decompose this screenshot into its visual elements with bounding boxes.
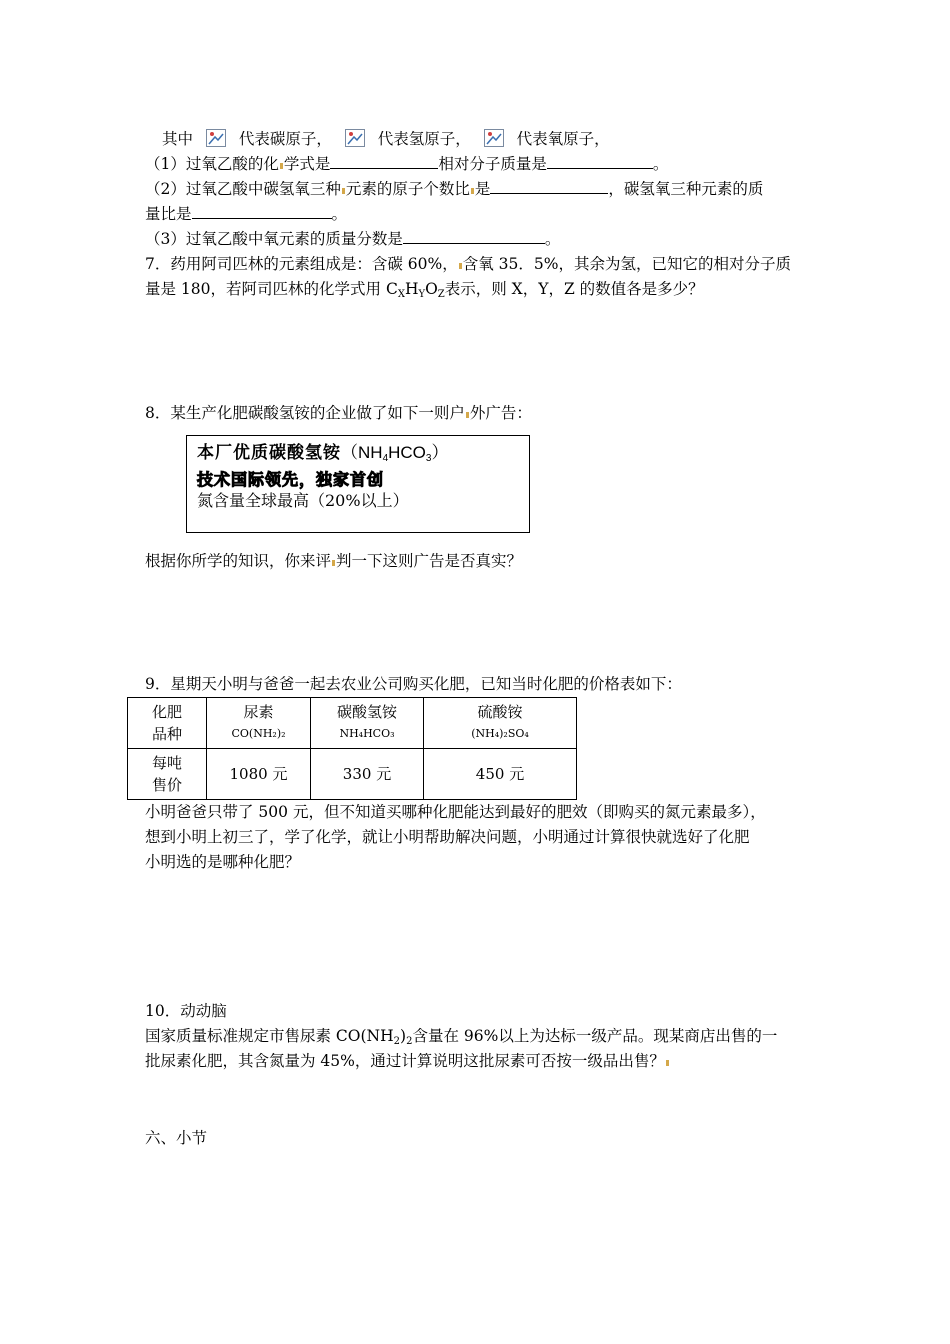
q7-line1: 7．药用阿司匹林的元素组成是：含碳 60%， 含氧 35．5%，其余为氢，已知它的相对分子质	[145, 255, 791, 273]
q9-body2: 想到小明上初三了，学了化学，就让小明帮助解决问题，小明通过计算很快就选好了化肥	[145, 828, 750, 846]
legend-oxygen: 代表氧原子，	[516, 130, 610, 148]
mark-dot	[459, 263, 462, 269]
legend-prefix: 其中	[162, 130, 194, 148]
q10-body2: 批尿素化肥，其含氮量为 45%，通过计算说明这批尿素可否按一级品出售？	[145, 1050, 670, 1072]
mark-dot	[471, 188, 474, 194]
answer-blank-molar-mass[interactable]	[547, 153, 653, 169]
table-row	[128, 698, 577, 749]
mark-dot	[466, 412, 469, 418]
table-cell-urea: 尿素 CO(NH₂)₂	[207, 698, 311, 749]
mark-dot	[280, 163, 283, 169]
q9-body3: 小明选的是哪种化肥？	[145, 853, 301, 871]
q8-title: 8．某生产化肥碳酸氢铵的企业做了如下一则户 外广告：	[145, 404, 532, 422]
legend-hydrogen: 代表氢原子，	[377, 130, 471, 148]
oxygen-atom-image-icon	[484, 129, 504, 147]
atom-legend	[162, 128, 610, 150]
q6-part3: （3）过氧乙酸中氧元素的质量分数是 。	[145, 230, 561, 248]
q9-body1: 小明爸爸只带了 500 元，但不知道买哪种化肥能达到最好的肥效（即购买的氮元素最多），	[145, 803, 766, 821]
answer-blank-mass-ratio[interactable]	[192, 203, 332, 219]
mark-dot	[666, 1060, 669, 1066]
fertilizer-price-table	[127, 697, 577, 800]
mark-dot	[342, 188, 345, 194]
carbon-atom-image-icon	[206, 129, 226, 147]
q8-question: 根据你所学的知识，你来评 判一下这则广告是否真实？	[145, 552, 523, 570]
ad-claim: 氮含量全球最高（20%以上）	[197, 491, 409, 510]
table-cell-price: 450 元	[424, 749, 577, 800]
table-cell-header: 化肥 品种	[128, 698, 207, 749]
q10-title: 10．动动脑	[145, 1002, 227, 1020]
q6-part2-cont: 量比是 。	[145, 205, 348, 223]
ad-headline: 本厂优质碳酸氢铵$(NH_4HCO_3)$	[197, 443, 449, 464]
table-cell-header: 每吨 售价	[128, 749, 207, 800]
table-cell-ammonium-bicarbonate: 碳酸氢铵 NH₄HCO₃	[311, 698, 424, 749]
table-cell-price: 1080 元	[207, 749, 311, 800]
answer-blank-oxygen-fraction[interactable]	[403, 228, 545, 244]
answer-blank-atom-ratio[interactable]	[490, 178, 608, 194]
table-cell-ammonium-sulfate: 硫酸铵 (NH₄)₂SO₄	[424, 698, 577, 749]
table-row	[128, 749, 577, 800]
q6-part2: （2）过氧乙酸中碳氢氧三种 元素的原子个数比 是 ，碳氢氧三种元素的质	[145, 180, 764, 198]
q9-title: 9．星期天小明与爸爸一起去农业公司购买化肥，已知当时化肥的价格表如下：	[145, 675, 682, 693]
legend-carbon: 代表碳原子，	[238, 130, 332, 148]
hydrogen-atom-image-icon	[345, 129, 365, 147]
ad-slogan: 技术国际领先，独家首创	[197, 470, 385, 489]
section-title: 六、小节	[145, 1129, 208, 1147]
q7-line2: 量是 180，若阿司匹林的化学式用 $C_XH_YO_Z$表示，则 X，Y，Z 的数值各是多少？	[145, 280, 704, 300]
table-cell-price: 330 元	[311, 749, 424, 800]
q10-body1: 国家质量标准规定市售尿素 $CO(NH_2)_2$含量在 96%以上为达标一级产品。现某商店出售的一	[145, 1027, 778, 1047]
q6-part1: （1）过氧乙酸的化 学式是 相对分子质量是 。	[145, 155, 669, 173]
advertisement-box	[186, 435, 530, 533]
mark-dot	[332, 560, 335, 566]
answer-blank-formula[interactable]	[330, 153, 438, 169]
